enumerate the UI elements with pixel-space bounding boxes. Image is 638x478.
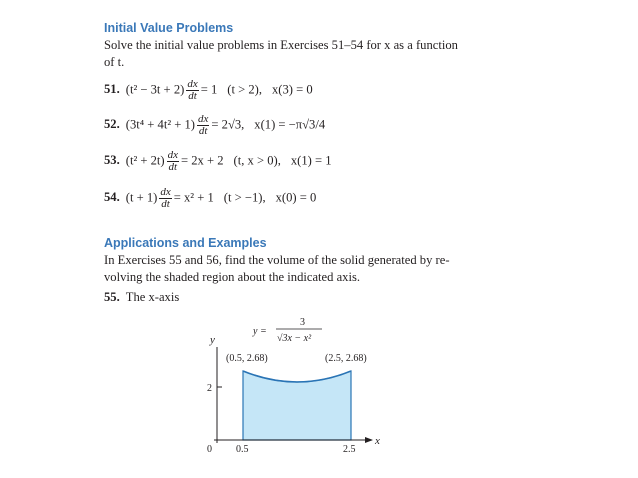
exercise-number: 52. [104, 117, 120, 132]
function-denominator: √3x − x² [277, 333, 312, 344]
exercise-left: (t² − 3t + 2) [125, 82, 185, 97]
exercise-number: 51. [104, 82, 120, 97]
exercise-left: (3t⁴ + 4t² + 1) [125, 117, 195, 132]
exercise-number: 53. [104, 153, 120, 168]
exercise-right: = 2√3, [211, 117, 245, 132]
exercise-condition: (t > −1), [223, 190, 266, 205]
intro-line-2: of t. [104, 55, 125, 69]
exercise-text: The x-axis [125, 290, 180, 304]
exercise-initial: x(3) = 0 [272, 82, 313, 97]
derivative-fraction: $\frac{dx}{dt}$ [198, 113, 209, 137]
exercise-initial: x(0) = 0 [275, 190, 317, 205]
exercise-number: 55. [104, 290, 120, 304]
exercise-condition: (t > 2), [227, 82, 262, 97]
intro-line-1: Solve the initial value problems in Exercises 51–54 for x as a function [104, 38, 458, 52]
derivative-fraction: $\frac{dx}{dt}$ [160, 186, 171, 210]
x-tick-label-1: 0.5 [236, 444, 249, 455]
function-equal: y = [253, 326, 267, 337]
exercise-right: = 2x + 2 [181, 153, 224, 168]
exercise-right: = 1 [200, 82, 218, 97]
x-axis-label: x [375, 435, 380, 447]
intro-line-1: In Exercises 55 and 56, find the volume of the solid generated by re- [104, 253, 450, 267]
intro-line-2: volving the shaded region about the indicated axis. [104, 270, 361, 284]
right-point-label: (2.5, 2.68) [325, 353, 367, 364]
left-point-label: (0.5, 2.68) [226, 353, 268, 364]
exercise-left: (t + 1) [125, 190, 158, 205]
exercise-initial: x(1) = 1 [290, 153, 332, 168]
function-numerator: 3 [300, 317, 305, 328]
y-axis-label: y [210, 334, 215, 346]
x-tick-label-2: 2.5 [343, 444, 356, 455]
derivative-fraction: $\frac{dx}{dt}$ [187, 78, 198, 102]
derivative-fraction: $\frac{dx}{dt}$ [167, 149, 178, 173]
exercise-condition: (t, x > 0), [233, 153, 281, 168]
section-heading-applications: Applications and Examples [104, 236, 267, 250]
exercise-initial: x(1) = −π√3/4 [254, 117, 326, 132]
exercise-number: 54. [104, 190, 120, 205]
section-heading-initial-value: Initial Value Problems [104, 21, 234, 35]
exercise-left: (t² + 2t) [125, 153, 165, 168]
origin-label: 0 [207, 444, 212, 455]
exercise-right: = x² + 1 [173, 190, 214, 205]
y-tick-label: 2 [207, 383, 212, 394]
